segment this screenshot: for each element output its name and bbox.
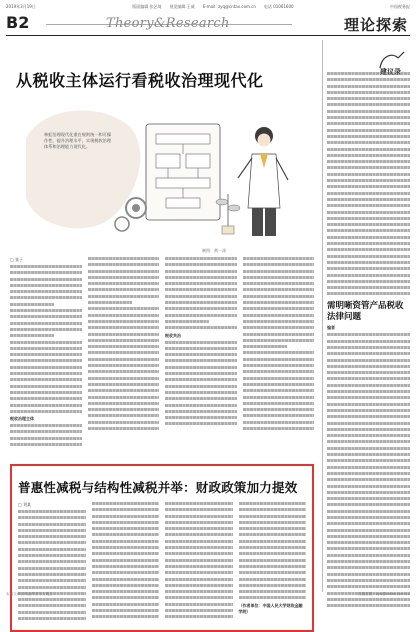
right-article-top: [327, 72, 410, 295]
article-subhead: 税收共治: [165, 332, 181, 338]
author-byline: □ 刘某: [18, 502, 32, 507]
body-column: [18, 502, 86, 624]
article-body: [10, 257, 314, 477]
right-article-label: 编者: [327, 325, 335, 331]
bottom-bar: [6, 592, 410, 598]
submission-email: 投稿邮箱：zyq@cntax.com.cn: [357, 592, 410, 596]
body-column: [165, 502, 233, 624]
highlighted-article: [10, 464, 314, 632]
flowchart-node-bottom: [156, 178, 210, 188]
right-article-body: [327, 333, 410, 607]
person-leg: [265, 208, 276, 236]
section-title-cn: 理论探索: [343, 16, 408, 34]
body-column: [243, 257, 315, 477]
newspaper-brand: 中国税务报: [389, 3, 410, 9]
masthead: [6, 12, 410, 36]
plant-pot: [222, 226, 234, 234]
article-illustration: [16, 98, 306, 248]
article-footer-note: （作者单位：中国人民大学财政金融学院）: [238, 602, 303, 614]
flowchart-node-top: [156, 134, 210, 144]
credit-line: [132, 4, 293, 10]
plant-leaf: [228, 205, 240, 211]
body-column: [165, 257, 237, 477]
person-leg: [252, 208, 263, 236]
flowchart-node-end: [166, 198, 200, 208]
illustration-caption: 林虹治理现代化重在规则统一和可操作性，提升治理水平，实现税收治理体系和治理能力现代化。: [44, 132, 112, 150]
article-headline: 从税收主体运行看税收治理现代化: [16, 71, 264, 90]
flowchart-node-left: [156, 154, 180, 168]
highlighted-body: [18, 502, 306, 624]
illustration-backdrop: [26, 110, 140, 228]
visual-editor-credit: 视觉编辑 王威: [169, 3, 195, 9]
body-column: [239, 502, 307, 624]
disclaimer: 本版文章仅代表作者个人观点: [6, 592, 53, 596]
phone-contact: 电话 01061600: [263, 3, 294, 9]
article-subhead: 税收治理主体: [10, 416, 34, 422]
body-column: [88, 257, 160, 477]
body-column: [10, 257, 82, 477]
right-column: [322, 40, 410, 592]
email-contact: E-mail: zyq@cntax.com.cn: [202, 3, 256, 9]
person-face: [258, 134, 271, 147]
illustration-credit: 制图：黄一涛: [202, 248, 226, 253]
section-title-en: Theory&Research: [106, 16, 230, 31]
author-byline: □ 张子: [10, 257, 24, 262]
issue-date: 2019年3月19日: [6, 3, 36, 9]
body-column: [92, 502, 160, 624]
right-article-title: 需明晰资管产品税收法律问题: [327, 301, 404, 323]
editor-credit: 版面编辑 张艺琦: [132, 3, 162, 9]
gear-icon: [115, 217, 129, 231]
top-bar: [6, 2, 410, 11]
flowchart-node-right: [186, 154, 210, 168]
highlighted-headline: 普惠性减税与结构性减税并举：财政政策加力提效: [18, 480, 298, 495]
page-number: B2: [6, 13, 30, 32]
pen-icon: [380, 55, 398, 68]
plant-leaf: [216, 199, 228, 205]
